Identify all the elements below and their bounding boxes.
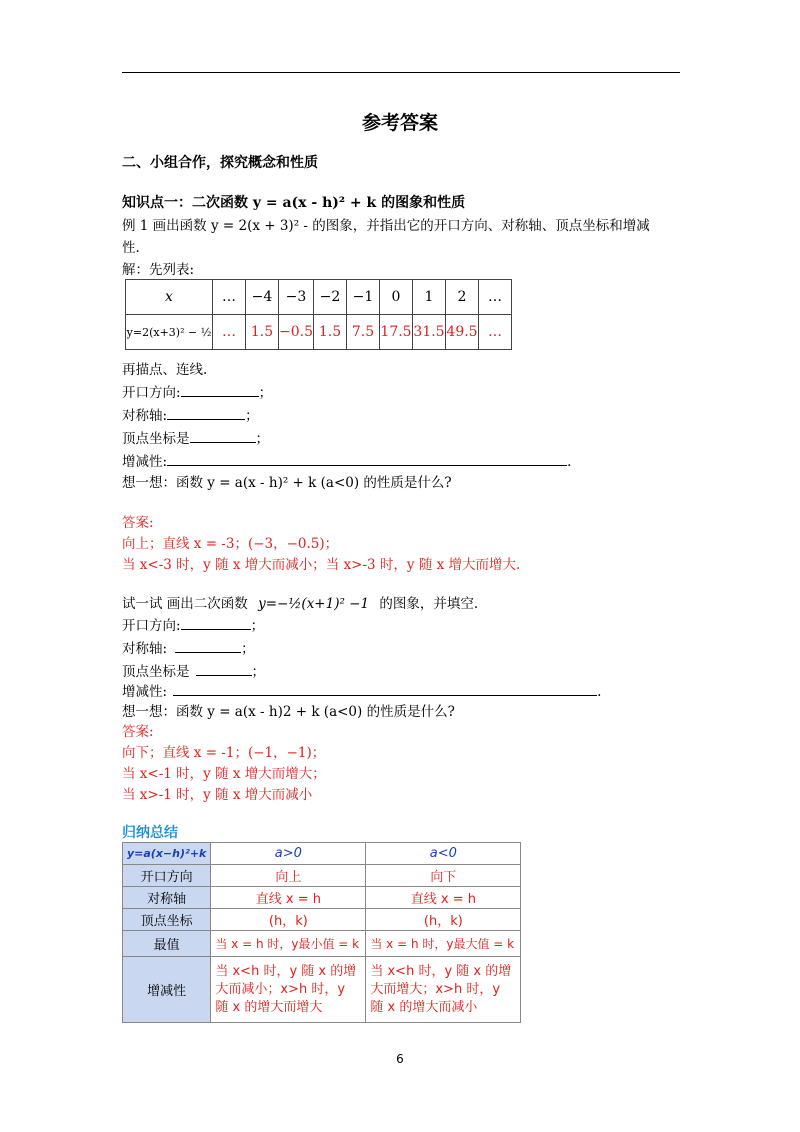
table-cell: 1.5 [314,315,347,350]
row-label: 增减性 [123,957,211,1023]
table-cell: 1.5 [246,315,279,350]
axis-label: 对称轴: [122,408,168,424]
table-cell: 2 [446,280,479,315]
row-label: 对称轴 [123,887,211,909]
table-cell: 7.5 [347,315,380,350]
value-table [125,279,512,350]
table-cell: 当 x<h 时，y 随 x 的增大而减小；x>h 时，y 随 x 的增大而增大 [211,957,366,1023]
table-row [123,909,521,931]
axis-line: 对称轴: ； [122,404,259,424]
table-cell: 49.5 [446,315,479,350]
row-label: 开口方向 [123,865,211,887]
blank-line [175,638,241,653]
table-row-y [126,315,512,350]
try-intro-tail: 的图象，并填空. [379,596,479,612]
blank-line [167,451,567,466]
table-cell: −0.5 [279,315,314,350]
answer-1-line-1: 向上；直线 x = -3；(−3，−0.5)； [122,536,339,552]
table-row [123,887,521,909]
monotonicity-line: 增减性: . [122,450,571,470]
answer-2-line-2: 当 x<-1 时，y 随 x 增大而增大； [122,766,326,782]
table-cell: 当 x = h 时，y最大值 = k [366,931,521,957]
answer-1-label: 答案: [122,515,154,531]
vertex-label: 顶点坐标是 [122,431,190,447]
try-intro [122,592,478,612]
think-question-1: 想一想：函数 y = a(x - h)² + k (a<0) 的性质是什么? [122,475,452,491]
x-header: x [126,280,213,315]
table-row-x [126,280,512,315]
table-row [123,843,521,865]
table-cell: 当 x<h 时，y 随 x 的增大而增大；x>h 时，y 随 x 的增大而减小 [366,957,521,1023]
table-cell: 17.5 [380,315,413,350]
example-1-line-a: 例 1 画出函数 y = 2(x + 3)² - 的图象，并指出它的开口方向、对称轴、顶点坐标和增减 [122,218,650,234]
col-a-negative: a<0 [366,843,521,865]
blank-line [167,405,245,420]
section-heading: 二、小组合作，探究概念和性质 [122,155,318,171]
table-cell: 1 [413,280,446,315]
table-cell: 0 [380,280,413,315]
table-cell: 当 x = h 时，y最小值 = k [211,931,366,957]
table-cell: 向下 [366,865,521,887]
table-cell: (h，k) [366,909,521,931]
table-row [123,931,521,957]
try-open-label: 开口方向: [122,618,181,634]
blank-line [181,615,251,630]
row-label: 最值 [123,931,211,957]
table-row [123,957,521,1023]
try-monotonicity-line: 增减性: . [122,680,601,700]
answer-2-label: 答案: [122,724,154,740]
table-cell: … [213,280,246,315]
y-header: y=2(x+3)² − ½ [126,315,213,350]
open-direction-label: 开口方向: [122,385,181,401]
try-vertex-line: 顶点坐标是 ； [122,660,265,680]
knowledge-point-1: 知识点一：二次函数 y = a(x - h)² + k 的图象和性质 [122,195,466,211]
try-axis-label: 对称轴: [122,641,168,657]
table-cell: 31.5 [413,315,446,350]
summary-heading: 归纳总结 [122,825,178,841]
blank-line [173,681,597,696]
table-cell: (h，k) [211,909,366,931]
blank-line [181,382,259,397]
page-number: 6 [396,1052,404,1066]
table-cell: −2 [314,280,347,315]
try-formula: y=−½(x+1)² −1 [258,596,370,612]
monotonicity-label: 增减性: [122,454,168,470]
think-question-2: 想一想：函数 y = a(x - h)2 + k (a<0) 的性质是什么? [122,704,455,720]
try-axis-line: 对称轴: ； [122,637,255,657]
solution-intro: 解：先列表: [122,262,195,278]
plot-instruction: 再描点、连线. [122,362,208,378]
summary-table [122,842,521,1023]
vertex-line: 顶点坐标是 ； [122,427,269,447]
blank-line [190,428,256,443]
table-cell: … [479,315,512,350]
table-cell: 直线 x = h [211,887,366,909]
table-cell: … [479,280,512,315]
try-vertex-label: 顶点坐标是 [122,664,190,680]
open-direction-line: 开口方向: ； [122,381,272,401]
try-monotonicity-label: 增减性: [122,684,168,700]
col-a-positive: a>0 [211,843,366,865]
table-cell: 直线 x = h [366,887,521,909]
table-cell: … [213,315,246,350]
blank-line [196,661,252,676]
table-cell: 向上 [211,865,366,887]
summary-corner: y=a(x−h)²+k [123,843,211,865]
header-rule [122,72,680,73]
answer-2-line-3: 当 x>-1 时，y 随 x 增大而减小 [122,787,313,803]
answer-2-line-1: 向下；直线 x = -1；(−1，−1)； [122,745,326,761]
answer-1-line-2: 当 x<-3 时，y 随 x 增大而减小；当 x>-3 时，y 随 x 增大而增大. [122,557,521,573]
table-cell: −1 [347,280,380,315]
example-1-line-b: 性. [122,240,140,256]
page-title: 参考答案 [361,112,438,134]
try-intro-text: 试一试 画出二次函数 [122,596,248,612]
row-label: 顶点坐标 [123,909,211,931]
table-row [123,865,521,887]
try-open-line: 开口方向: ； [122,614,264,634]
table-cell: −3 [279,280,314,315]
table-cell: −4 [246,280,279,315]
